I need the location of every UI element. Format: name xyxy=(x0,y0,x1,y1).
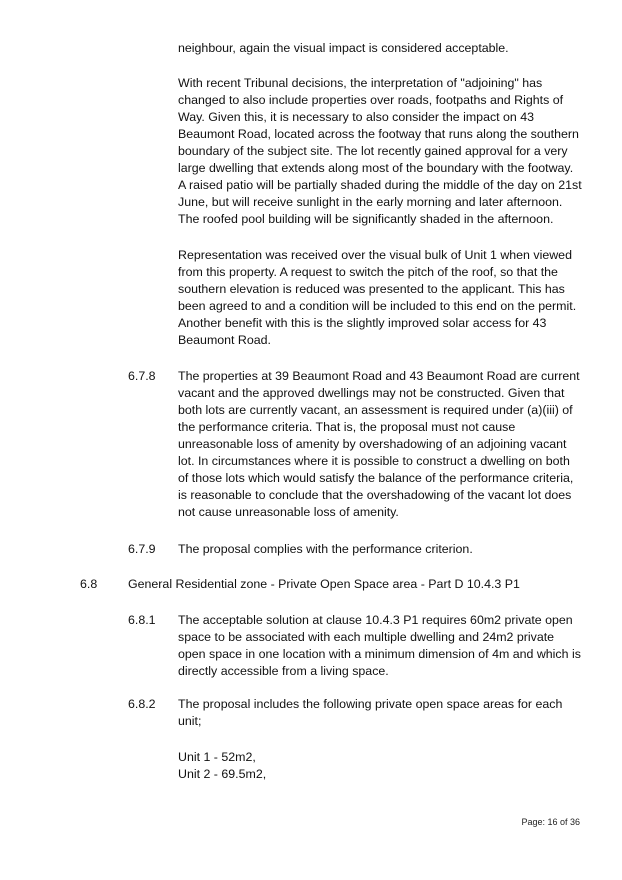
clause-text-6-7-8: The properties at 39 Beaumont Road and 43 Beaumont Road are current vacant and the approved dwellings may not be constructed. Given that both lots are currently vacant, an assessment is required under (a)(iii) of the performance criteria. That is, the proposal must not cause unreasonable loss of amenity by overshadowing of an adjoining vacant lot. In circumstances where it is possible to construct a dwelling on both of those lots which would satisfy the balance of the performance criteria, is reasonable to conclude that the overshadowing of the vacant lot does not cause unreasonable loss of amenity. xyxy=(178,369,580,519)
paragraph-tribunal: With recent Tribunal decisions, the interpretation of "adjoining" has changed to also include properties over roads, footpaths and Rights of Way. Given this, it is necessary to also consider the impact on 43 Beaumont Road, located across the footway that runs along the southern boundary of the subject site. The lot recently gained approval for a very large dwelling that extends along most of the boundary with the footway. A raised patio will be partially shaded during the middle of the day on 21st June, but will receive sunlight in the early morning and later afternoon. The roofed pool building will be significantly shaded in the afternoon. xyxy=(178,76,582,226)
unit-list-item: Unit 1 - 52m2, xyxy=(178,750,256,764)
clause-number-6-7-8: 6.7.8 xyxy=(128,369,156,383)
section-heading: General Residential zone - Private Open Space area - Part D 10.4.3 P1 xyxy=(128,577,520,591)
clause-text-6-8-1: The acceptable solution at clause 10.4.3 P1 requires 60m2 private open space to be associated with each multiple dwelling and 24m2 private open space in one location with a minimum dimension of 4m and which is directly accessible from a living space. xyxy=(178,613,581,678)
paragraph-representation: Representation was received over the visual bulk of Unit 1 when viewed from this property. A request to switch the pitch of the roof, so that the southern elevation is reduced was presented to the applicant. This has been agreed to and a condition will be included to this end on the permit. Another benefit with this is the slightly improved solar access for 43 Beaumont Road. xyxy=(178,248,577,347)
clause-number-6-8-2: 6.8.2 xyxy=(128,697,156,711)
clause-text-6-7-9: The proposal complies with the performance criterion. xyxy=(178,542,473,556)
clause-number-6-8-1: 6.8.1 xyxy=(128,613,156,627)
page-number: Page: 16 of 36 xyxy=(521,817,580,827)
section-number: 6.8 xyxy=(80,577,98,591)
unit-list-item: Unit 2 - 69.5m2, xyxy=(178,767,267,781)
clause-number-6-7-9: 6.7.9 xyxy=(128,542,156,556)
clause-text-6-8-2: The proposal includes the following private open space areas for each unit; xyxy=(178,697,563,728)
paragraph-intro: neighbour, again the visual impact is considered acceptable. xyxy=(178,41,509,55)
